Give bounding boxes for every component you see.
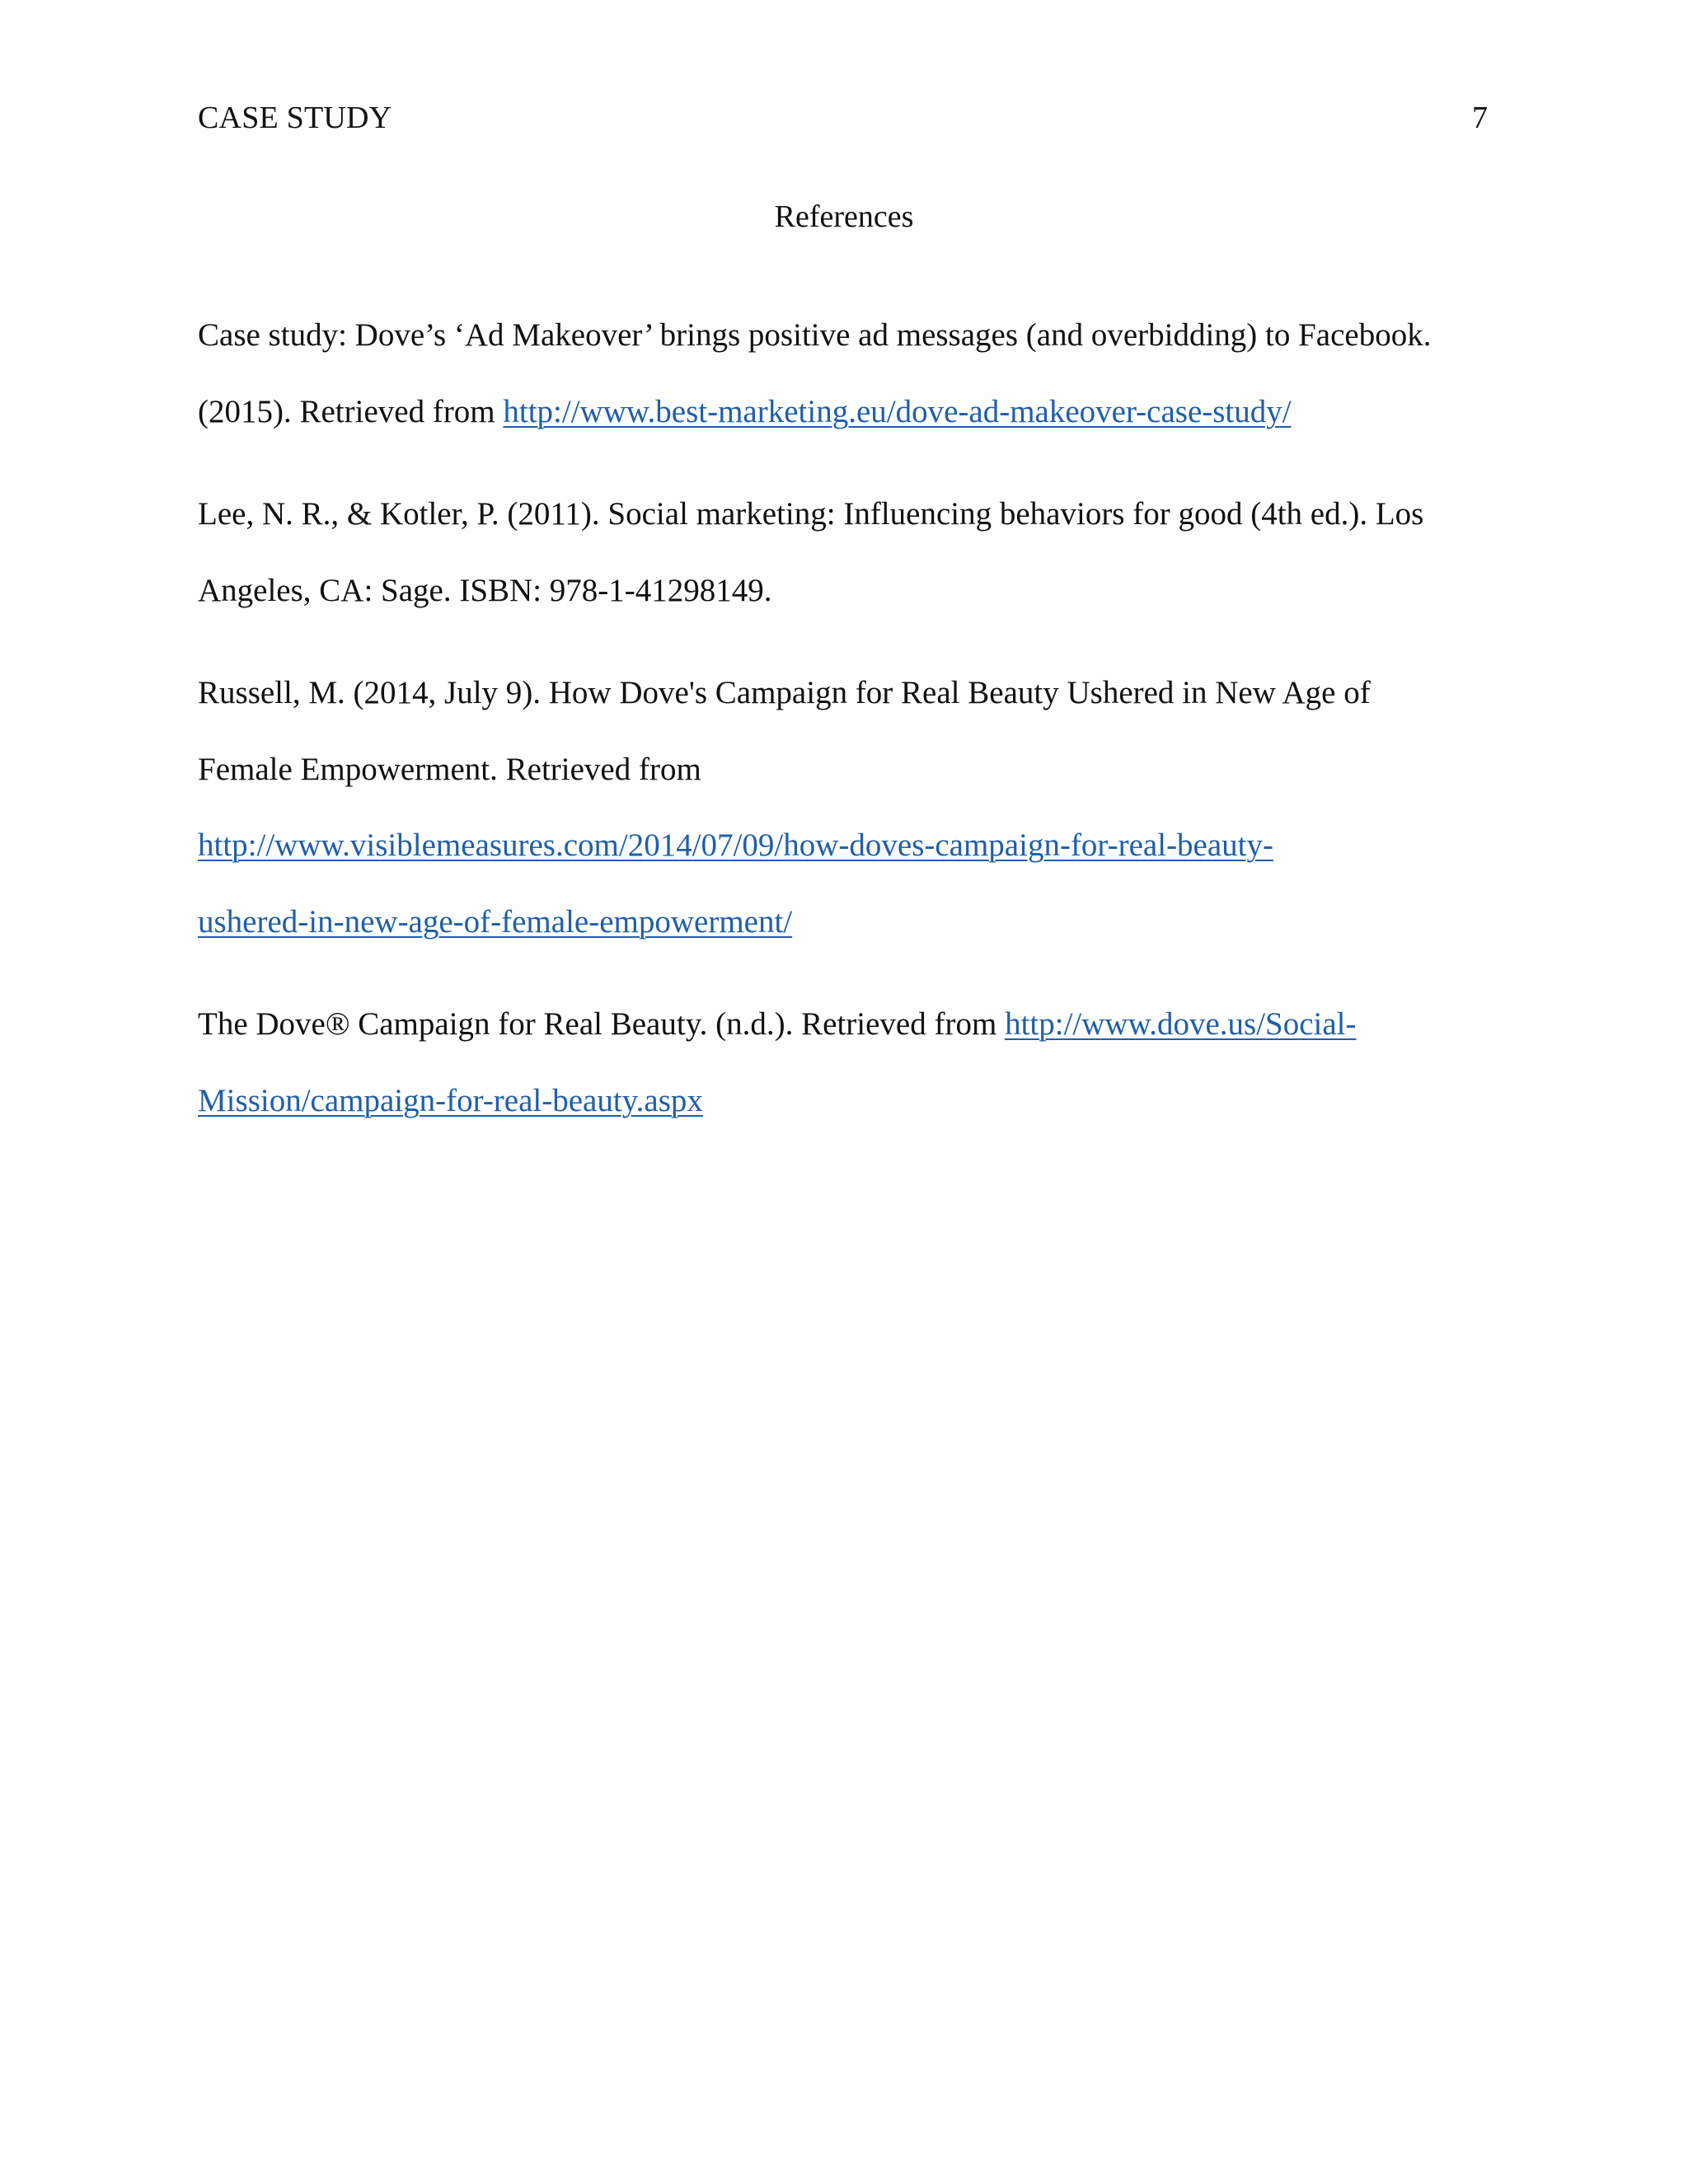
reference-link-part[interactable]: ushered-in-new-age-of-female-empowerment/ (198, 903, 793, 940)
references-heading: References (774, 199, 914, 234)
reference-line (198, 374, 1492, 451)
reference-line: Angeles, CA: Sage. ISBN: 978-1-41298149. (198, 572, 772, 608)
reference-line: Russell, M. (2014, July 9). How Dove's Campaign for Real Beauty Ushered in New Age of (198, 675, 1371, 710)
reference-entry-russell (198, 655, 1492, 960)
reference-link-visiblemeasures-cont[interactable] (198, 884, 1492, 961)
reference-entry-lee-kotler (198, 476, 1492, 629)
reference-link-part[interactable]: Mission/campaign-for-real-beauty.aspx (198, 1082, 703, 1118)
reference-link-best-marketing[interactable]: http://www.best-marketing.eu/dove-ad-makeover-case-study/ (503, 393, 1292, 429)
reference-text: (2015). Retrieved from (198, 393, 504, 429)
reference-line: Female Empowerment. Retrieved from (198, 751, 701, 787)
reference-line: Case study: Dove’s ‘Ad Makeover’ brings positive ad messages (and overbidding) to Facebook. (198, 317, 1432, 353)
reference-link-dove-cont[interactable] (198, 1063, 1492, 1140)
running-head: CASE STUDY (198, 101, 392, 135)
reference-link-part[interactable]: http://www.visiblemeasures.com/2014/07/09/how-doves-campaign-for-real-beauty- (198, 827, 1273, 863)
reference-list (198, 298, 1492, 1139)
reference-entry-case-study (198, 298, 1492, 450)
reference-line (198, 987, 1492, 1063)
reference-entry-dove-campaign (198, 987, 1492, 1139)
reference-line: Lee, N. R., & Kotler, P. (2011). Social marketing: Influencing behaviors for good (4th ed.). Los (198, 496, 1424, 532)
reference-link-dove[interactable]: http://www.dove.us/Social- (1005, 1006, 1357, 1042)
page-number: 7 (1472, 101, 1488, 135)
reference-link-visiblemeasures[interactable] (198, 808, 1492, 884)
reference-text: The Dove® Campaign for Real Beauty. (n.d.). Retrieved from (198, 1006, 1006, 1042)
